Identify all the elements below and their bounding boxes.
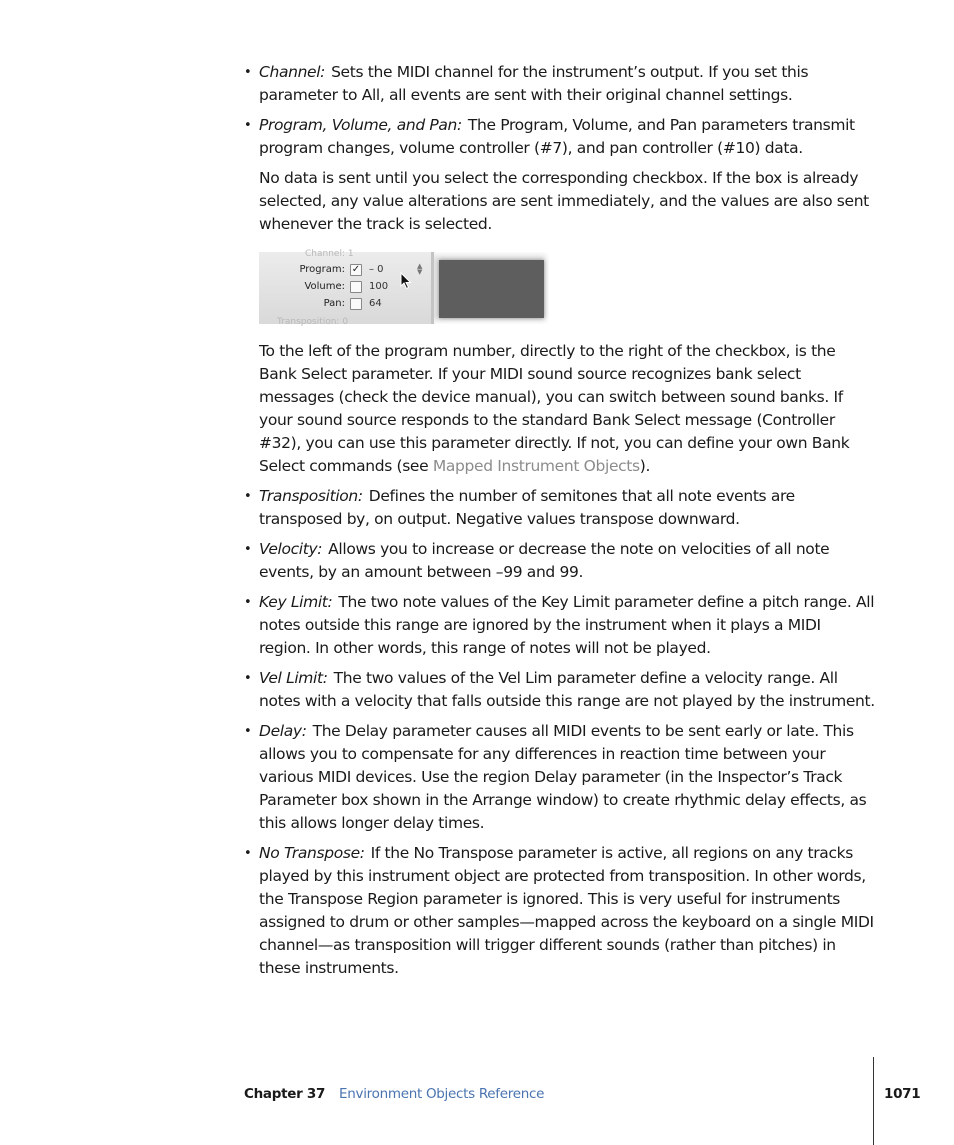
term-description: The Program, Volume, and Pan parameters transmit program changes, volume controller (#7), and pan controller (#10) data. xyxy=(259,116,855,157)
pan-row xyxy=(259,296,431,312)
inspector-panel xyxy=(259,249,431,327)
term-description: Defines the number of semitones that all note events are transposed by, on output. Negative values transpose downward. xyxy=(259,487,795,528)
page-number: 1071 xyxy=(884,1086,921,1102)
term-label: Channel: xyxy=(259,63,326,81)
term-label: Vel Limit: xyxy=(259,669,328,687)
volume-label: Volume: xyxy=(304,281,345,292)
mapped-instrument-objects-link[interactable]: Mapped Instrument Objects xyxy=(432,457,640,475)
pan-label: Pan: xyxy=(323,298,345,309)
volume-value[interactable]: 100 xyxy=(369,281,389,292)
bank-select-paragraph xyxy=(259,340,876,478)
term-label: Transposition: xyxy=(259,487,363,505)
page-footer xyxy=(244,1086,544,1102)
bullet-channel xyxy=(244,61,876,107)
bullet-marker: • xyxy=(244,595,252,610)
bullet-no-transpose xyxy=(244,842,876,980)
pan-checkbox[interactable] xyxy=(350,298,362,310)
term-description: Allows you to increase or decrease the note on velocities of all note events, by an amount between –99 and 99. xyxy=(259,540,830,581)
term-label: Velocity: xyxy=(259,540,323,558)
bullet-marker: • xyxy=(244,118,252,133)
term-description: If the No Transpose parameter is active, all regions on any tracks played by this instrument object are protected from transposition. In other words, the Transpose Region parameter is ignored. This is very useful for instruments assigned to drum or other samples—mapped across the keyboard on a single MIDI channel—as transposition will trigger different sounds (rather than pitches) in these instruments. xyxy=(259,844,874,977)
term-label: Key Limit: xyxy=(259,593,333,611)
bullet-transposition xyxy=(244,485,876,531)
program-volume-pan-screenshot xyxy=(259,249,549,327)
bullet-vel-limit xyxy=(244,667,876,713)
bank-select-text: To the left of the program number, directly to the right of the checkbox, is the Bank Select parameter. If your MIDI sound source recognizes bank select messages (check the device manual), you can switch between sound banks. If your sound source responds to the standard Bank Select message (Controller #32), you can use this parameter directly. If not, you can define your own Bank Select commands (see xyxy=(259,342,850,475)
program-stepper-icon[interactable]: ▲ ▼ xyxy=(417,262,423,276)
volume-checkbox[interactable] xyxy=(350,281,362,293)
footer-chapter: Chapter 37 xyxy=(244,1086,326,1102)
panel-divider xyxy=(431,252,434,324)
bullet-marker: • xyxy=(244,846,252,861)
faded-channel-label: Channel: 1 xyxy=(305,249,354,259)
bullet-marker: • xyxy=(244,724,252,739)
bullet-velocity xyxy=(244,538,876,584)
pan-value[interactable]: 64 xyxy=(369,298,382,309)
bullet-marker: • xyxy=(244,671,252,686)
footer-divider xyxy=(873,1057,874,1145)
page-content xyxy=(244,61,876,987)
term-description: Sets the MIDI channel for the instrument’s output. If you set this parameter to All, all events are sent with their original channel settings. xyxy=(259,63,809,104)
bullet-marker: • xyxy=(244,489,252,504)
term-label: Program, Volume, and Pan: xyxy=(259,116,462,134)
bullet-marker: • xyxy=(244,65,252,80)
term-label: No Transpose: xyxy=(259,844,365,862)
term-description: The two note values of the Key Limit parameter define a pitch range. All notes outside this range are ignored by the instrument when it plays a MIDI region. In other words, this range of notes will not be played. xyxy=(259,593,875,657)
bullet-delay xyxy=(244,720,876,835)
footer-chapter-title-link[interactable]: Environment Objects Reference xyxy=(339,1086,545,1102)
faded-transposition-label: Transposition: 0 xyxy=(277,317,349,327)
mouse-pointer-icon xyxy=(400,272,412,290)
term-description: The two values of the Vel Lim parameter define a velocity range. All notes with a velocity that falls outside this range are not played by the instrument. xyxy=(259,669,875,710)
term-description: The Delay parameter causes all MIDI events to be sent early or late. This allows you to compensate for any differences in reaction time between your various MIDI devices. Use the region Delay parameter (in the Inspector’s Track Parameter box shown in the Arrange window) to create rhythmic delay effects, as this allows longer delay times. xyxy=(259,722,867,832)
program-label: Program: xyxy=(299,264,345,275)
bank-select-closing: ). xyxy=(639,457,651,475)
term-label: Delay: xyxy=(259,722,307,740)
bullet-key-limit xyxy=(244,591,876,660)
program-checkbox[interactable]: ✓ xyxy=(351,264,361,275)
bullet-marker: • xyxy=(244,542,252,557)
dark-display-area xyxy=(439,260,544,318)
program-value[interactable]: – 0 xyxy=(369,264,384,275)
program-note-paragraph: No data is sent until you select the corresponding checkbox. If the box is already selected, any value alterations are sent immediately, and the values are also sent whenever the track is selected. xyxy=(259,169,869,233)
bullet-program-volume-pan xyxy=(244,114,876,160)
